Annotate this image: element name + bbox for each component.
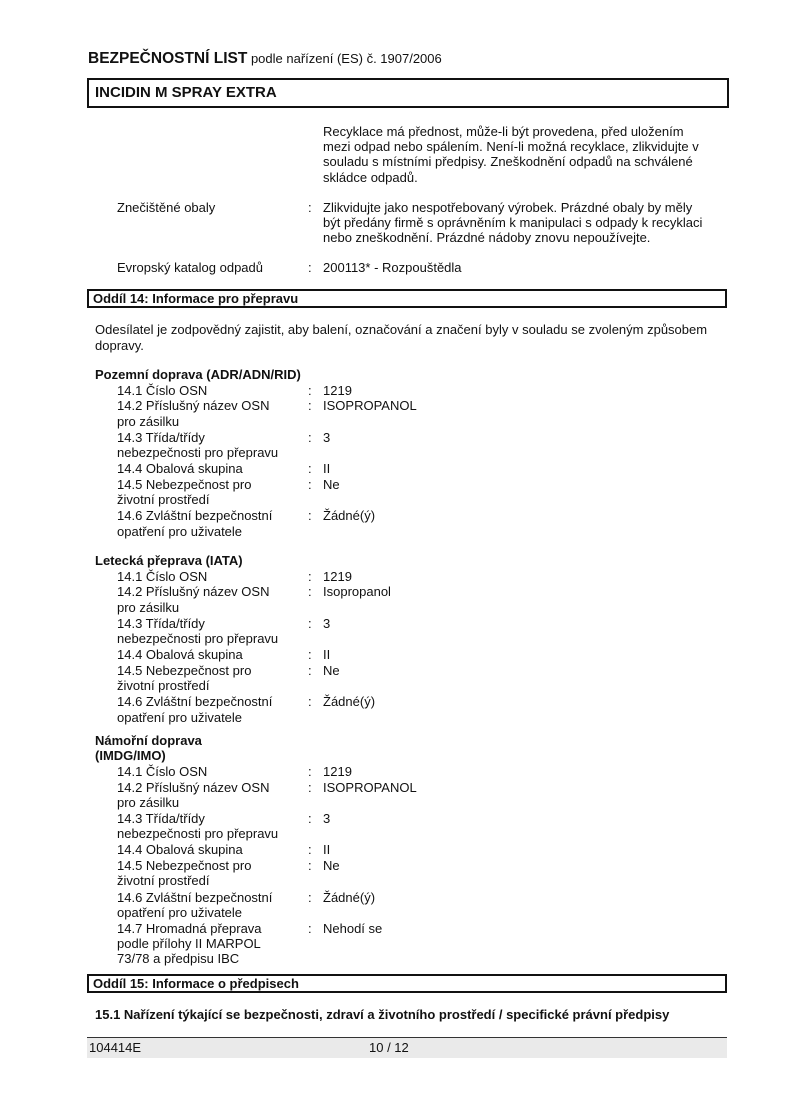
transport-field-label: 14.2 Příslušný název OSN xyxy=(117,398,270,414)
transport-field-label: 14.7 Hromadná přeprava xyxy=(117,920,262,936)
footer-page-number: 10 / 12 xyxy=(369,1040,409,1055)
colon-separator: : xyxy=(308,647,312,663)
transport-field-label: nebezpečnosti pro přepravu xyxy=(117,445,279,460)
colon-separator: : xyxy=(308,858,312,874)
recycling-text-line: mezi odpad nebo spálením. Není-li možná recyklace, zlikvidujte v xyxy=(323,139,699,155)
section-15-title: Oddíl 15: Informace o předpisech xyxy=(87,974,727,993)
transport-field-label: 14.3 Třída/třídy xyxy=(117,429,205,445)
field-label: Evropský katalog odpadů xyxy=(117,260,263,275)
transport-field-label: opatření pro uživatele xyxy=(117,523,243,539)
colon-separator: : xyxy=(308,779,312,795)
transport-group-heading: Letecká přeprava (IATA) xyxy=(95,553,243,568)
transport-field-value: Žádné(ý) xyxy=(323,694,376,710)
field-value: být předány firmě s oprávněním k manipulaci s odpady k recyklaci xyxy=(323,215,703,231)
transport-field-label: 14.5 Nebezpečnost pro xyxy=(117,476,252,492)
field-label: Znečištěné obaly xyxy=(117,200,216,215)
colon-separator: : xyxy=(308,508,312,524)
transport-field-label: 14.3 Třída/třídy xyxy=(117,811,205,826)
transport-field-label: 14.4 Obalová skupina xyxy=(117,842,243,858)
transport-field-value: Nehodí se xyxy=(323,920,383,936)
header-subtitle: podle nařízení (ES) č. 1907/2006 xyxy=(250,51,442,66)
transport-field-value: Ne xyxy=(323,476,340,492)
colon-separator: : xyxy=(308,461,312,477)
transport-field-label: 14.5 Nebezpečnost pro xyxy=(117,858,252,874)
transport-field-value: II xyxy=(323,842,331,858)
colon-separator: : xyxy=(308,615,312,631)
recycling-text-line: souladu s místními předpisy. Zneškodnění odpadů na schválené xyxy=(323,154,693,170)
field-value: 200113* - Rozpouštědla xyxy=(323,260,462,275)
transport-field-label: životní prostředí xyxy=(117,873,210,889)
transport-field-value: 1219 xyxy=(323,382,352,398)
transport-field-value: 3 xyxy=(323,429,331,445)
colon-separator: : xyxy=(308,260,312,275)
transport-field-label: 14.1 Číslo OSN xyxy=(117,382,208,398)
footer-doc-id: 104414E xyxy=(89,1040,142,1055)
colon-separator: : xyxy=(308,842,312,858)
transport-field-value: ISOPROPANOL xyxy=(323,779,417,795)
transport-field-label: pro zásilku xyxy=(117,413,180,429)
colon-separator: : xyxy=(308,694,312,710)
section-15-1-heading: 15.1 Nařízení týkající se bezpečnosti, zdraví a životního prostředí / specifické právní předpisy xyxy=(95,1007,670,1022)
recycling-text-line: skládce odpadů. xyxy=(323,169,418,185)
transport-field-label: 14.1 Číslo OSN xyxy=(117,763,208,779)
transport-field-value: II xyxy=(323,461,331,477)
transport-field-label: opatření pro uživatele xyxy=(117,709,243,725)
transport-group-heading: (IMDG/IMO) xyxy=(95,748,166,764)
transport-field-value: Ne xyxy=(323,858,340,874)
transport-field-label: životní prostředí xyxy=(117,492,210,508)
header-title: BEZPEČNOSTNÍ LIST xyxy=(88,50,248,67)
transport-field-label: nebezpečnosti pro přepravu xyxy=(117,631,279,646)
transport-field-label: nebezpečnosti pro přepravu xyxy=(117,826,279,842)
transport-field-label: životní prostředí xyxy=(117,678,210,694)
transport-field-label: 14.6 Zvláštní bezpečnostní xyxy=(117,694,273,710)
colon-separator: : xyxy=(308,763,312,779)
transport-field-label: 14.4 Obalová skupina xyxy=(117,461,243,477)
transport-field-value: Ne xyxy=(323,662,340,678)
document-header xyxy=(88,50,442,68)
section-14-title: Oddíl 14: Informace pro přepravu xyxy=(87,289,727,308)
transport-field-value: Isopropanol xyxy=(323,584,391,600)
transport-field-label: 14.6 Zvláštní bezpečnostní xyxy=(117,889,273,905)
colon-separator: : xyxy=(308,584,312,600)
transport-field-value: 3 xyxy=(323,615,331,631)
colon-separator: : xyxy=(308,662,312,678)
recycling-text-line: Recyklace má přednost, může-li být provedena, před uložením xyxy=(323,124,684,139)
transport-field-value: ISOPROPANOL xyxy=(323,398,417,414)
transport-field-value: Žádné(ý) xyxy=(323,508,376,524)
colon-separator: : xyxy=(308,889,312,905)
colon-separator: : xyxy=(308,476,312,492)
transport-field-label: podle přílohy II MARPOL xyxy=(117,936,261,952)
transport-field-label: 73/78 a předpisu IBC xyxy=(117,951,240,967)
transport-group-heading: Námořní doprava xyxy=(95,733,202,748)
transport-field-label: 14.5 Nebezpečnost pro xyxy=(117,662,252,678)
colon-separator: : xyxy=(308,398,312,414)
section-14-intro: Odesílatel je zodpovědný zajistit, aby balení, označování a značení byly v souladu se zvoleným způsobem dopravy. xyxy=(95,322,708,353)
colon-separator: : xyxy=(308,200,312,215)
transport-field-value: 1219 xyxy=(323,568,352,584)
transport-field-value: II xyxy=(323,647,331,663)
transport-field-value: 3 xyxy=(323,811,331,826)
colon-separator: : xyxy=(308,382,312,398)
transport-field-label: pro zásilku xyxy=(117,599,180,615)
product-name: INCIDIN M SPRAY EXTRA xyxy=(87,78,729,108)
colon-separator: : xyxy=(308,920,312,936)
field-value: nebo zneškodnění. Prázdné nádoby znovu nepoužívejte. xyxy=(323,230,651,246)
transport-field-label: 14.6 Zvláštní bezpečnostní xyxy=(117,508,273,524)
transport-group-heading: Pozemní doprava (ADR/ADN/RID) xyxy=(95,367,301,382)
transport-field-label: 14.2 Příslušný název OSN xyxy=(117,584,270,600)
colon-separator: : xyxy=(308,811,312,826)
transport-field-label: opatření pro uživatele xyxy=(117,904,243,920)
transport-field-label: 14.2 Příslušný název OSN xyxy=(117,779,270,795)
transport-field-value: 1219 xyxy=(323,763,352,779)
field-value: Zlikvidujte jako nespotřebovaný výrobek. Prázdné obaly by měly xyxy=(323,200,693,215)
transport-field-label: pro zásilku xyxy=(117,794,180,810)
transport-field-label: 14.1 Číslo OSN xyxy=(117,568,208,584)
colon-separator: : xyxy=(308,429,312,445)
colon-separator: : xyxy=(308,568,312,584)
transport-field-label: 14.3 Třída/třídy xyxy=(117,615,205,631)
transport-field-label: 14.4 Obalová skupina xyxy=(117,647,243,663)
transport-field-value: Žádné(ý) xyxy=(323,889,376,905)
